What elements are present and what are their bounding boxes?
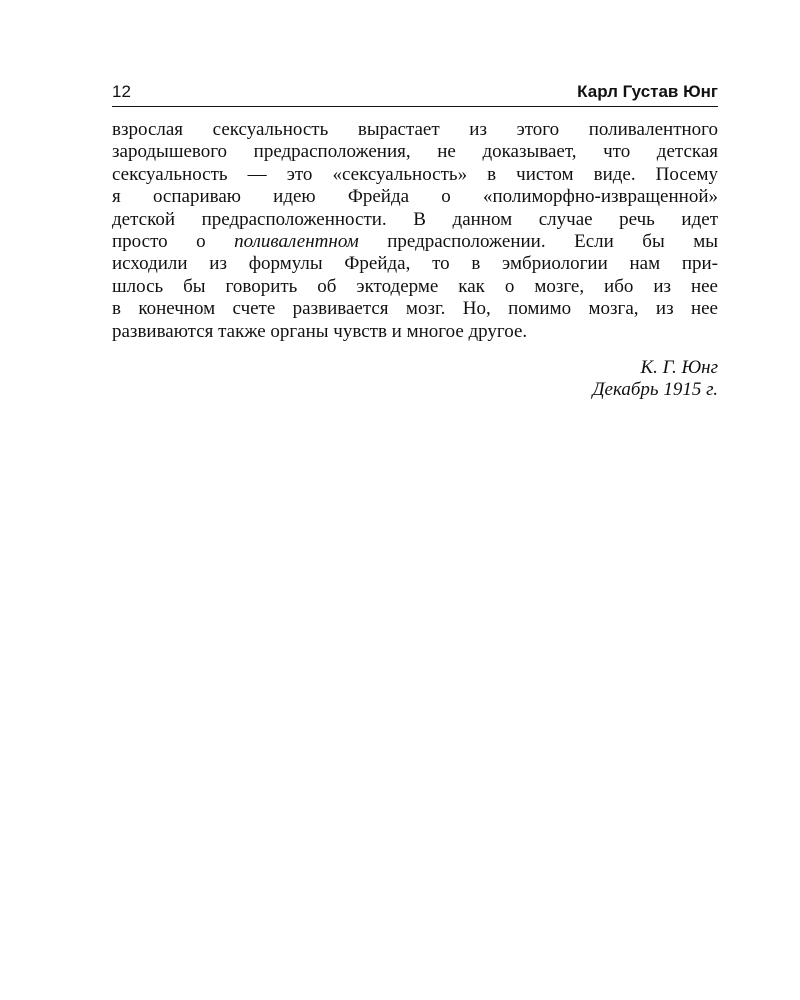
text-line: я оспариваю идею Фрейда о «полиморфно-извращенной» <box>112 186 718 208</box>
text-line: развиваются также органы чувств и многое другое. <box>112 320 528 342</box>
text-line: зародышевого предрасположения, не доказывает, что детская <box>112 141 718 163</box>
text-line: исходили из формулы Фрейда, то в эмбриологии нам при- <box>112 253 718 275</box>
signature-date: Декабрь 1915 г. <box>592 379 718 401</box>
italic-term: поливалентном <box>234 231 359 253</box>
book-page <box>112 80 718 402</box>
text-line <box>112 231 718 253</box>
text-line: детской предрасположенности. В данном случае речь идет <box>112 208 718 230</box>
text-fragment: предрасположении. Если бы мы <box>358 231 718 253</box>
page-number: 12 <box>112 82 131 101</box>
text-line: шлось бы говорить об эктодерме как о мозге, ибо из нее <box>112 275 718 297</box>
signature-author: К. Г. Юнг <box>640 357 718 379</box>
text-line: в конечном счете развивается мозг. Но, помимо мозга, из нее <box>112 298 718 320</box>
text-line: взрослая сексуальность вырастает из этого поливалентного <box>112 119 718 140</box>
signature-block <box>112 357 718 402</box>
body-paragraph <box>112 119 718 343</box>
page-header <box>112 80 718 107</box>
text-line: сексуальность — это «сексуальность» в чистом виде. Посему <box>112 163 718 185</box>
text-fragment: просто о <box>112 231 235 253</box>
running-title: Карл Густав Юнг <box>577 82 718 101</box>
